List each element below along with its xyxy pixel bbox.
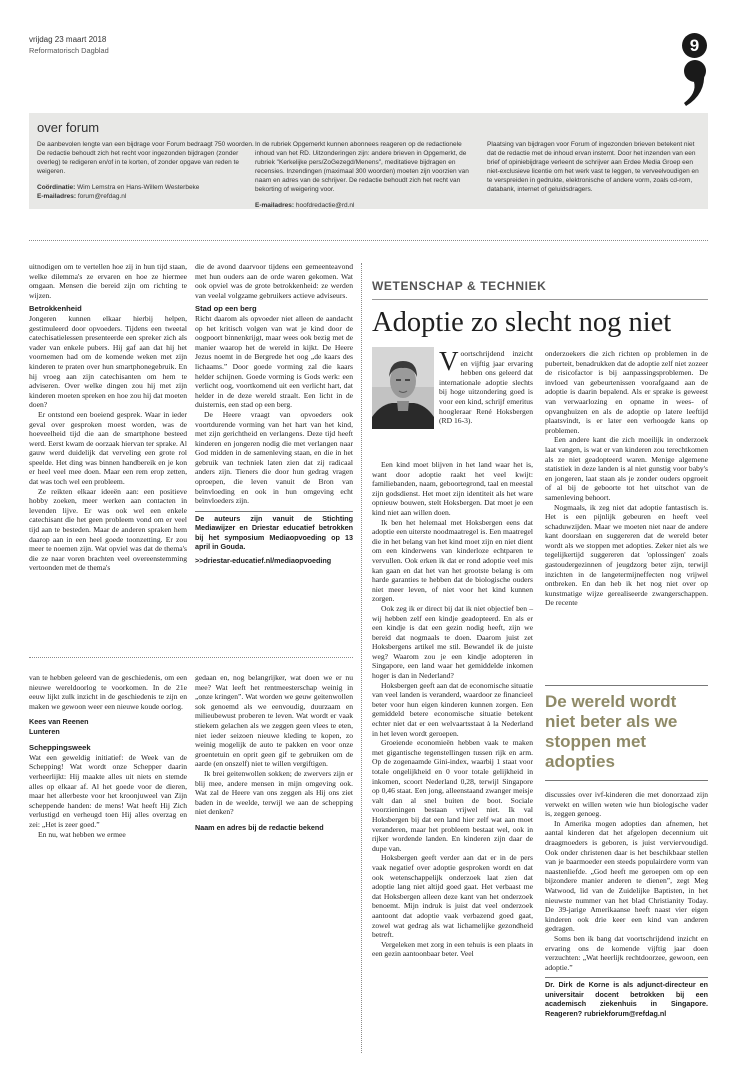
email2-value[interactable]: hoofdredactie@rd.nl: [295, 202, 355, 209]
letter1-c1-heading: Betrokkenheid: [29, 304, 82, 314]
article-c2-p5: In Amerika mogen adopties dan afnemen, het aantal kinderen dat het afgelopen decennium uit draagmoeders is geboren, is juist verviervoudigd. Ook onder christenen daar is het beschikbaar stellen van je baarmoeder een steeds populairdere vorm van naastenliefde. „God heeft me geroepen om op een bijzondere manier anderen te dienen”, zegt Meg Watwood, lid van de Zuidelijke Baptisten, in het nieuwste nummer van het blad Christianity Today. De 39-jarige Amerikaanse heeft naast vier eigen kinderen ook drie keer een kind van anderen gedragen.: [545, 818, 708, 934]
article-c2-p1: onderzoekers die zich richten op problemen in de puberteit, benadrukken dat de adoptie zelf niet zozeer de risicofactor is bij aanpassingsproblemen. De invloed van gebeurtenissen voorafgaand aan de adoptie is daarin bepalend. Als er sprake is geweest van verwaarlozing en opname in wees- of opvanghuizen en als de adoptie op latere leeftijd plaatsvindt, is er later een verhoogde kans op problemen.: [545, 349, 708, 435]
letter2-sig: Naam en adres bij de redactie bekend: [195, 822, 324, 832]
letter1-sig-text: De auteurs zijn vanuit de Stichting Mediawijzer en Driestar educatief betrokken bij het symposium Mediaopvoeding op 13 april in Gouda.: [195, 513, 353, 552]
letter2-c2-p2: Ik brei geitenwollen sokken; de zwervers zijn er blij mee, andere mensen in mijn omgeving ook. Wat zal de Heere van ons zeggen als Hij ons ziet baden in de weelde, terwijl we aan de schepping niet denken?: [195, 768, 353, 817]
article-c1-p1: Een kind moet blijven in het land waar het is, want door adoptie raakt het veel kwijt: familiebanden, naam, geboortegrond, taal en meestal zijn godsdienst. Het moet zijn identiteit als het ware opnieuw bouwen, stelt Hoksbergen. Dat moet je een kind niet aan willen doen.: [372, 460, 533, 517]
letter2-heading: Scheppingsweek: [29, 743, 91, 753]
drop-cap: V: [439, 346, 459, 376]
letter1-c1-p2: Jongeren kunnen elkaar hierbij helpen, gestimuleerd door opvoeders. Tijdens een tweetal catechisatielessen presenteerde een spreker zich als vader van enkele pubers. Hij gaf aan dat hij het voornemen had om de komende weken met zijn kinderen te praten over hun smartphonegebruik. En hij vroeg aan zijn catechisanten om hem te adviseren. Over welke dingen zou hij met zijn kinderen moeten spreken en hoe zou hij dat moeten doen?: [29, 313, 187, 410]
article-c1-p7: Vergeleken met zorg in een tehuis is een plaats in een gezin aantoonbaar beter. Veel: [372, 939, 533, 959]
letter2-c2-p1: gedaan en, nog belangrijker, wat doen we er nu mee? Wat leeft het rentmeesterschap weinig in „onze kringen”. Wat worden we geuw geitenwollen sok genoemd als we eenvoudig, duurzaam en milieubewust proberen te leven. Wat wordt er vaak stiekem gelachen als we zeggen geen vlees te eten, niet ieder seizoen nieuwe kleding te kopen, zo weinig mogelijk de auto te pakken en voor onze groentetuin en oprit geen gif te gebruiken om de aarde (en onszelf) niet te willen vergiftigen.: [195, 673, 353, 769]
masthead-paper: Reformatorisch Dagblad: [29, 46, 109, 55]
letter1-c2-heading: Stad op een berg: [195, 304, 257, 314]
article-lead: [439, 346, 533, 426]
letter1-c1-p3: Er ontstond een boeiend gesprek. Waar in ieder geval over gesproken moest worden, was de hoeveelheid tijd die aan de smartphone besteed werd. Eerst kwam de oorzaak hiervan ter sprake. Al gauw werd duidelijk dat verveling een grote rol speelde. Het ding was binnen handbereik en je kon er heel veel mee doen. Maar een rem erop zetten, dat was toch wel een probleem.: [29, 409, 187, 487]
article-c2-p2: Een andere kant die zich moeilijk in onderzoek laat vangen, is wat er van kinderen zou terechtkomen als ze niet geadopteerd waren. Menige algemene statistiek in deze landen is al niet gunstig voor baby's en jongeren, laat staan als je zonder ouders opgroeit of al bij de geboorte tot het uitschot van de samenleving behoort.: [545, 435, 708, 502]
article-c2-p6: Soms ben ik bang dat voortschrijdend inzicht en ervaring ons de komende vijftig jaar doen verzuchten: „Wat heerlijk rechtdoorzee, gewoon, een adoptie.”: [545, 933, 708, 972]
letter1-c1-p1: uitnodigen om te vertellen hoe zij in hun tijd staan, welke dilemma's ze ervaren en hoe ze hiermee omgaan. Mensen die bereid zijn om richting te wijzen.: [29, 262, 187, 300]
page-number: 9: [689, 36, 700, 55]
separator-top: [29, 240, 708, 241]
letter1-c2-p1: die de avond daarvoor tijdens een gemeenteavond met hun ouders aan de orde waren gekomen. Wat ook opviel was de grote betrokkenheid: ze werden van veelal volgzame gebruikers actieve adviseurs.: [195, 262, 353, 300]
letter2-c1-p3: En nu, wat hebben we ermee: [38, 829, 126, 839]
forum-col-3-text: Plaatsing van bijdragen voor Forum of ingezonden brieven betekent niet dat de redactie met de inhoud ervan instemt. Door het inzenden van een brief of opiniebijdrage verleent de schrijver aan Erdee Media Groep een niet-exclusieve licentie om het werk vast te leggen, te verveelvoudigen en te verspreiden in gedrukte, elektronische of andere vorm, zoals cd-rom, databank, internet of geluidsdragers.: [487, 141, 699, 193]
forum-col-1: [37, 140, 259, 201]
forum-title: over forum: [37, 120, 100, 135]
article-col-1: [372, 460, 533, 959]
separator-vertical: [361, 263, 362, 1053]
lead-text: oortschrijdend inzicht en vijftig jaar ervaring hebben ons geleerd dat internationale adoptie slechts bij hoge uitzondering goed is voor een kind, schrijf emeritus hoogleraar René Hoksbergen (RD 16-3).: [439, 349, 533, 426]
comma-icon: [680, 58, 710, 108]
forum-col-3: [487, 140, 701, 194]
letter2-c1-p2: Wat een geweldig initiatief: de Week van de Schepping! Wat wordt onze Schepper daarin verheerlijkt: Hij maakte alles uit niets en stemde alles op elkaar af. Al het goede voor de dieren, maar het allerbeste voor het kroonjuweel van Zijn scheppende handen: de mens! Wat heeft Hij Zich verlustigd en verheugd toen Hij alles overzag en zei: „Het is zeer goed.”: [29, 752, 187, 829]
article-col-2: [545, 349, 708, 608]
article-c1-p3: Ook zeg ik er direct bij dat ik niet objectief ben – wij hebben zelf een kindje geadopteerd. En als er een kindje is dat een gezin nodig heeft, zijn we bereid dat nogmaals te doen. Daarom juist zet Hoksbergens artikel me stil. Bewandel ik de juiste weg? Waarom zou je een kindje adopteren in Singapore, een land waar het gemiddelde inkomen hoger is dan in Nederland?: [372, 603, 533, 681]
forum-col-1-text: De aanbevolen lengte van een bijdrage voor Forum bedraagt 750 woorden. De redactie behoudt zich het recht voor ingezonden bijdragen (zonder overleg) te redigeren en/of in te korten, of zonder opgave van reden te weigeren.: [37, 141, 254, 175]
article-sig-rule: [545, 977, 708, 978]
letter2-author-place: Lunteren: [29, 726, 60, 736]
article-c1-p4: Hoksbergen geeft aan dat de economische situatie van veel landen is veranderd, waardoor ze financieel beter voor hun eigen kinderen kunnen zorgen. Een gemiddeld betere economische situatie betekent echter niet dat er een welvaartsstaat à la Nederland in het leven wordt geroepen.: [372, 680, 533, 738]
headline: Adoptie zo slecht nog niet: [372, 307, 672, 338]
article-c2-p3: Nogmaals, ik zeg niet dat adoptie fantastisch is. Het is een pijnlijk gebeuren en heeft veel schaduwzijden. Maar we moeten niet naar de andere kant doorslaan en suggereren dat de wereld beter wordt als we stoppen met adopties. Zeker niet als we tegelijkertijd suggereren dat 'oplossingen' zoals gastoudergezinnen of jeugdzorg beter zijn, terwijl inzichten in de langetermijneffecten nog vrijwel ontbreken. En dan heb ik het nog niet over op kunstmatige wijze gerealiseerde zwangerschappen. De recente: [545, 502, 708, 608]
letter1-c1-p4: Ze reikten elkaar ideeën aan: een positieve hobby zoeken, meer werken aan contacten in levenden lijve. Er was ook wel een enkele catechisant die het geen probleem vond om er veel tijd aan te besteden. Maar de anderen spraken hem daarop aan in een heel goede toonzetting. Er zou meer te noemen zijn. Wat opviel was dat de thema's die ze naar voren brachten veel overeenstemming vertoonden met de thema's: [29, 486, 187, 573]
letter2-c1-p1: van te hebben geleerd van de geschiedenis, om een nieuwe wereldoorlog te voorkomen. In de 21e eeuw lijkt zulk inzicht in de geschiedenis te zijn en maken we gewoon weer een nieuwe koude oorlog.: [29, 673, 187, 711]
letter1-sig-link[interactable]: >>driestar-educatief.nl/mediaopvoeding: [195, 556, 332, 566]
section-label: WETENSCHAP & TECHNIEK: [372, 279, 547, 293]
article-c2-p4: discussies over ivf-kinderen die met donorzaad zijn verwekt en willen weten wie hun biologische vader is, zeggen genoeg.: [545, 790, 708, 819]
letter1-c2-p2: Richt daarom als opvoeder niet alleen de aandacht op het kritisch volgen van wat je kind door de oogpoort binnenkrijgt, maar wees ook bezig met de manier waarop het de wereld in kijkt. De Heere Jezus noemt in de Bergrede het oog „de kaars des lichaams.” Door goede vorming zal die kaars helder schijnen. Goede vorming is Gods werk: een verlicht oog, voortkomend uit een verlicht hart, dat helder in de deze wereld straalt. Een licht in de duisternis, een stad op een berg.: [195, 313, 353, 410]
coord-label: Coördinatie:: [37, 184, 76, 191]
masthead-date: vrijdag 23 maart 2018: [29, 35, 107, 44]
letter2-col-1: [29, 673, 187, 839]
over-forum-box: [29, 113, 708, 209]
pull-quote: [545, 685, 708, 781]
article-c1-p6: Hoksbergen geeft verder aan dat er in de pers vaak negatief over adoptie gesproken wordt en dat ook wetenschappelijk onderzoek laat zien dat adoptie lang niet altijd goed gaat. Het verbaast me dat Hoksbergen alleen deze kant van het onderzoek benoemt. Mijn indruk is juist dat veel onderzoek aantoont dat adoptie vaak verbazend goed gaat, zowel wat gedrag als wat lichamelijke gezondheid betreft.: [372, 853, 533, 940]
section-rule: [372, 299, 708, 300]
email1-label: E-mailadres:: [37, 193, 77, 200]
coord-value: Wim Lemstra en Hans-Willem Westerbeke: [77, 184, 200, 191]
letter2-col-2: [195, 673, 353, 832]
letter1-col-1: [29, 262, 187, 573]
article-sig: Dr. Dirk de Korne is als adjunct-directeur en universitair docent betrokken bij een academisch ziekenhuis in Singapore. Reageren? rubriekforum@refdag.nl: [545, 980, 708, 1018]
article-col-2-continued: [545, 790, 708, 1018]
forum-col-2-text: In de rubriek Opgemerkt kunnen abonnees reageren op de redactionele inhoud van het RD. Uitzonderingen zijn: andere brieven in Opgemerkt, de rubriek "Kerkelijke pers/ZoGezegd/Menens", meditatieve bijdragen en recensies. Inzendingen (maximaal 300 woorden) moeten zijn voorzien van naam en adres van de schrijver. De redactie behoudt zich het recht van bekorting of weigering voor.: [255, 141, 469, 193]
letter1-sig-rule: [195, 511, 353, 512]
forum-col-2: [255, 140, 475, 210]
letter2-author-name: Kees van Reenen: [29, 717, 89, 727]
letter1-c2-p3: De Heere vraagt van opvoeders ook voortdurende vorming van het hart van het kind, met zijn gerichtheid en verlangens. Deze tijd heeft kinderen en jongeren nodig die met verlangen naar God midden in de samenleving staan, en die in het gebruik van techniek laten zien dat zij radicaal anders zijn. Tieners die door hun gedrag vragen oproepen, die leven vanuit de Bron van beïnvloeding en ook in hun omgeving echt beïnvloeders zijn.: [195, 409, 353, 506]
separator-left-middle: [29, 657, 353, 658]
article-c1-p2: Ik ben het helemaal met Hoksbergen eens dat adoptie een uiterste noodmaatregel is. Een maatregel die in het belang van het kind moet zijn en niet dient om een kinderwens van kinderloze echtparen te vervullen. Ook erken ik dat er rond adoptie veel mis kan gaan en dat het van het grootste belang is om harde garanties te hebben dat de biologische ouders niet meer leven, of niet voor het kind kunnen zorgen.: [372, 517, 533, 604]
email2-label: E-mailadres:: [255, 202, 295, 209]
pull-quote-text: De wereld wordt niet beter als we stoppen met adopties: [545, 692, 678, 771]
email1-value[interactable]: forum@refdag.nl: [77, 193, 127, 200]
page-number-badge: [682, 33, 707, 58]
letter1-col-2: [195, 262, 353, 566]
author-photo: [372, 347, 434, 429]
article-c1-p5: Groeiende economieën hebben vaak te maken met gigantische tegenstellingen tussen rijk en arm. Op de zogenaamde Gini-index, waarbij 1 staat voor totale ongelijkheid en 0 voor totale gelijkheid in inkomen, scoort Nederland 0,28, terwijl Singapore op 0,46 staat. Een jong, alleenstaand zwanger meisje valt dan al snel buiten de boot. Sociale voorzieningen bestaan vrijwel niet. Ik val Hoksbergen bij dat een land hier zelf wat aan moet veranderen, maar het probleem bestaat wel, ook in rijker wordende landen. En kinderen zijn daar de dupe van.: [372, 738, 533, 853]
